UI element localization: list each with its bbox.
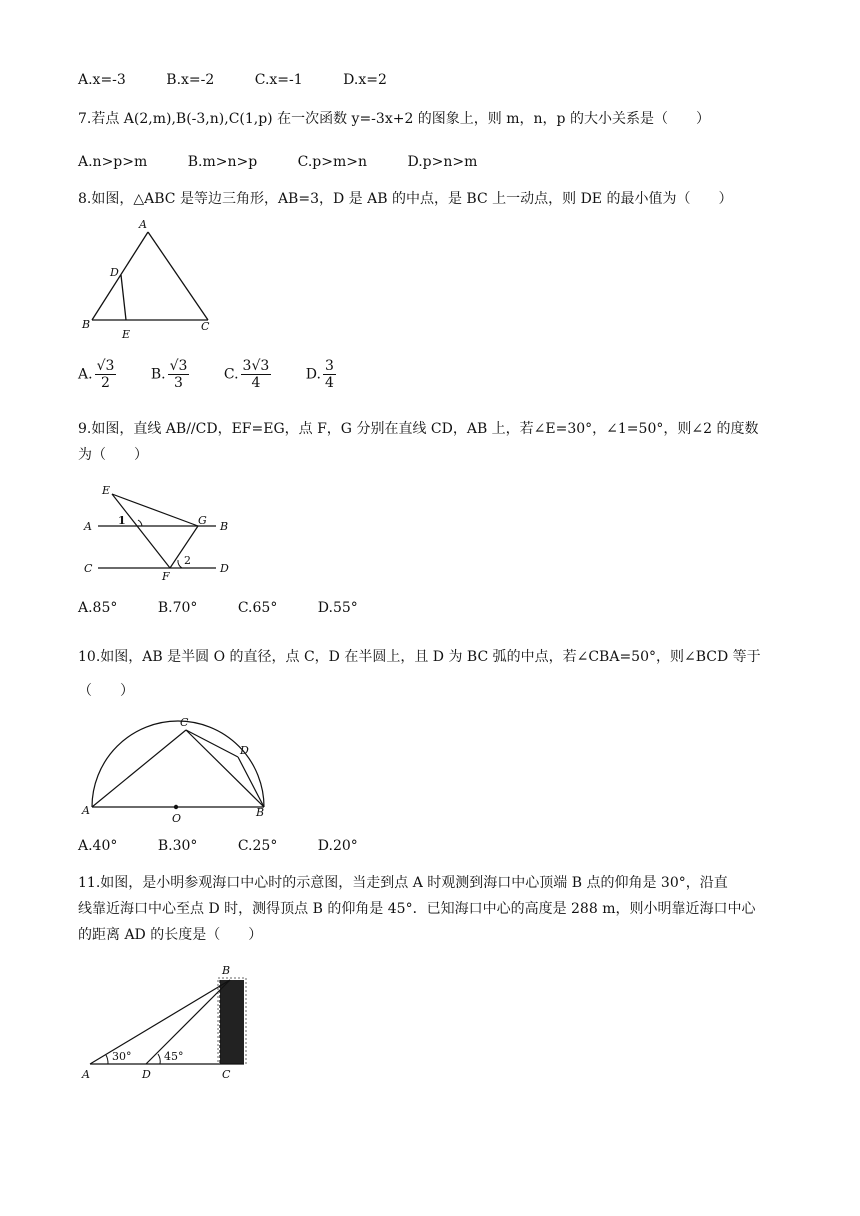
q9-label-g: G <box>198 514 207 527</box>
q10-label-a: A <box>82 804 90 817</box>
q9-stem-line1: 9.如图，直线 AB//CD，EF=EG，点 F，G 分别在直线 CD，AB 上，若∠E=30°，∠1=50°，则∠2 的度数 <box>78 421 759 437</box>
q8-figure-triangle <box>80 218 220 343</box>
q6-option-c: C.x=-1 <box>254 72 303 88</box>
q11-label-a: A <box>82 1068 90 1081</box>
q9-label-c: C <box>84 562 93 575</box>
q10-label-d: D <box>240 744 249 757</box>
q9-options <box>78 600 394 616</box>
q9-label-f: F <box>162 570 170 583</box>
q10-stem-line2: （ ） <box>78 683 134 699</box>
q10-figure-semicircle <box>80 712 280 827</box>
q11-label-30deg: 30° <box>112 1050 132 1063</box>
q6-option-a: A.x=-3 <box>78 72 126 88</box>
q9-option-c: C.65° <box>237 600 278 616</box>
q11-label-c: C <box>222 1068 231 1081</box>
q9-label-e: E <box>102 484 111 497</box>
q10-stem-line1: 10.如图，AB 是半圆 O 的直径，点 C，D 在半圆上，且 D 为 BC 弧的中点，若∠CBA=50°，则∠BCD 等于 <box>78 649 761 665</box>
q9-option-b: B.70° <box>157 600 198 616</box>
q8-stem: 8.如图，△ABC 是等边三角形，AB=3，D 是 AB 的中点，是 BC 上一动点，则 DE 的最小值为（ ） <box>78 191 733 207</box>
q9-label-b: B <box>220 520 229 533</box>
q9-option-d: D.55° <box>317 600 358 616</box>
q8-label-c: C <box>201 320 210 333</box>
q10-option-c: C.25° <box>237 838 278 854</box>
q8-option-b: B. $\frac{√3}{3}$ <box>150 358 188 391</box>
q11-stem-line3: 的距离 AD 的长度是（ ） <box>78 927 263 943</box>
q10-label-o: O <box>172 812 182 825</box>
q11-stem-line2: 线靠近海口中心至点 D 时，测得顶点 B 的仰角是 45°．已知海口中心的高度是 288 m，则小明靠近海口中心 <box>78 901 756 917</box>
q7-option-a: A.n>p>m <box>78 154 148 170</box>
q10-option-b: B.30° <box>157 838 198 854</box>
q8-label-d: D <box>110 266 119 279</box>
q9-label-angle2: 2 <box>184 554 191 567</box>
q8-label-a: A <box>139 218 147 231</box>
q6-option-d: D.x=2 <box>343 72 387 88</box>
q8-option-d: D. $\frac{3}{4}$ <box>305 358 334 391</box>
q9-label-angle1: 1 <box>118 514 126 527</box>
q11-figure-elevation <box>80 960 280 1085</box>
q8-option-c: C. $\frac{3√3}{4}$ <box>223 358 270 391</box>
q11-label-d: D <box>142 1068 151 1081</box>
q9-stem-line2: 为（ ） <box>78 447 148 463</box>
q6-options <box>78 72 423 88</box>
q8-options <box>78 358 366 391</box>
q9-figure-parallel-lines <box>80 484 240 584</box>
q9-label-d: D <box>220 562 229 575</box>
q10-option-a: A.40° <box>78 838 118 854</box>
q7-option-d: D.p>n>m <box>407 154 478 170</box>
q10-option-d: D.20° <box>317 838 358 854</box>
q10-label-b: B <box>256 806 265 819</box>
q8-label-b: B <box>82 318 91 331</box>
q10-options <box>78 838 394 854</box>
q7-stem: 7.若点 A(2,m),B(-3,n),C(1,p) 在一次函数 y=-3x+2 的图象上，则 m，n，p 的大小关系是（ ） <box>78 111 710 127</box>
q10-label-c: C <box>180 716 189 729</box>
q11-label-b: B <box>222 964 231 977</box>
q7-option-c: C.p>m>n <box>297 154 368 170</box>
q11-label-45deg: 45° <box>164 1050 184 1063</box>
q7-option-b: B.m>n>p <box>187 154 258 170</box>
q11-stem-line1: 11.如图，是小明参观海口中心时的示意图，当走到点 A 时观测到海口中心顶端 B 点的仰角是 30°，沿直 <box>78 875 728 891</box>
q8-option-a: A. $\frac{√3}{2}$ <box>78 358 115 391</box>
q8-label-e: E <box>122 328 131 341</box>
q9-label-a: A <box>84 520 92 533</box>
q6-option-b: B.x=-2 <box>166 72 215 88</box>
q7-options <box>78 154 513 170</box>
q9-option-a: A.85° <box>78 600 118 616</box>
